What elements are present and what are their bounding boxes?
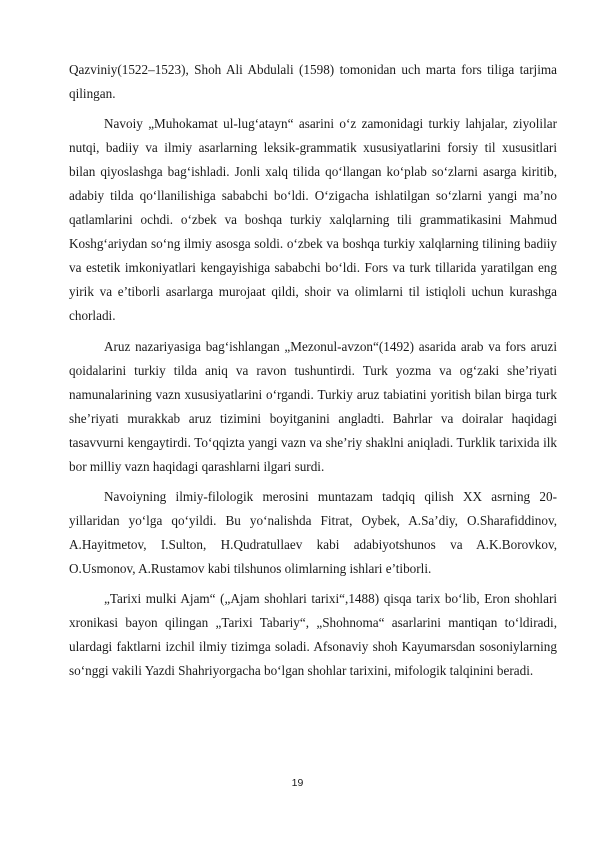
page-body: [69, 58, 557, 683]
paragraph-tarixi-mulki-ajam: „Tarixi mulki Ajam“ („Ajam shohlari tarixi“,1488) qisqa tarix bo‘lib, Eron shohlari xronikasi bayon qilingan „Tarixi Tabariy“, „Shohnoma“ asarlarini mantiqan to‘ldiradi, ulardagi faktlarni izchil ilmiy tizimga soladi. Afsonaviy shoh Kayumarsdan sosoniylarning so‘nggi vakili Yazdi Shahriyorgacha bo‘lgan shohlar tarixini, mifologik talqinini beradi.: [69, 590, 557, 679]
page-number: 19: [291, 777, 304, 789]
paragraph-muhokamat: Navoiy „Muhokamat ul-lug‘atayn“ asarini o‘z zamonidagi turkiy lahjalar, ziyolilar nutqi, badiiy va ilmiy asarlarning leksik-grammatik xususiyatlarini forsiy til xususitlari bilan qiyoslashga bag‘ishladi. Jonli xalq tilida qo‘llangan ko‘plab so‘zlarni asarga kiritib, adabiy tilda qo‘llanilishiga sababchi bo‘ldi. O‘zigacha ishlatilgan so‘zlarni yangi ma’no qatlamlarini ochdi. o‘zbek va boshqa turkiy xalqlarning tili grammatikasini Mahmud Koshg‘ariydan so‘ng ilmiy asosga soldi. o‘zbek va boshqa turkiy xalqlarning tilining badiiy va estetik imkoniyatlari kengayishiga sababchi bo‘ldi. Fors va turk tillarida yaratilgan eng yirik va e’tiborli asarlarga murojaat qildi, shoir va olimlarni til istiqloli uchun kurashga chorladi.: [69, 116, 557, 324]
paragraph-continuation: Qazviniy(1522–1523), Shoh Ali Abdulali (1598) tomonidan uch marta fors tiliga tarjima qilingan.: [69, 62, 557, 102]
paragraph-research: Navoiyning ilmiy-filologik merosini muntazam tadqiq qilish XX asrning 20-yillaridan yo‘lga qo‘yildi. Bu yo‘nalishda Fitrat, Oybek, A.Sa’diy, O.Sharafiddinov, A.Hayitmetov, I.Sulton, H.Qudratullaev kabi adabiyotshunos va A.K.Borovkov, O.Usmonov, A.Rustamov kabi tilshunos olimlarning ishlari e’tiborli.: [69, 488, 557, 576]
paragraph-mezonul-avzon: Aruz nazariyasiga bag‘ishlangan „Mezonul-avzon“(1492) asarida arab va fors aruzi qoidalarini turkiy tilda aniq va ravon tushuntirdi. Turk yozma va og‘zaki she’riyati namunalarining vazn xususiyatlarini o‘rgandi. Turkiy aruz tabiatini yoritish bilan birga turk she’riyati murakkab aruz tizimini boyitganini angladti. Bahrlar va doiralar haqidagi tasavvurni kengaytirdi. To‘qqizta yangi vazn va she’riy shaklni aniqladi. Turklik tarixida ilk bor milliy vazn haqidagi qarashlarni ilgari surdi.: [69, 338, 557, 474]
